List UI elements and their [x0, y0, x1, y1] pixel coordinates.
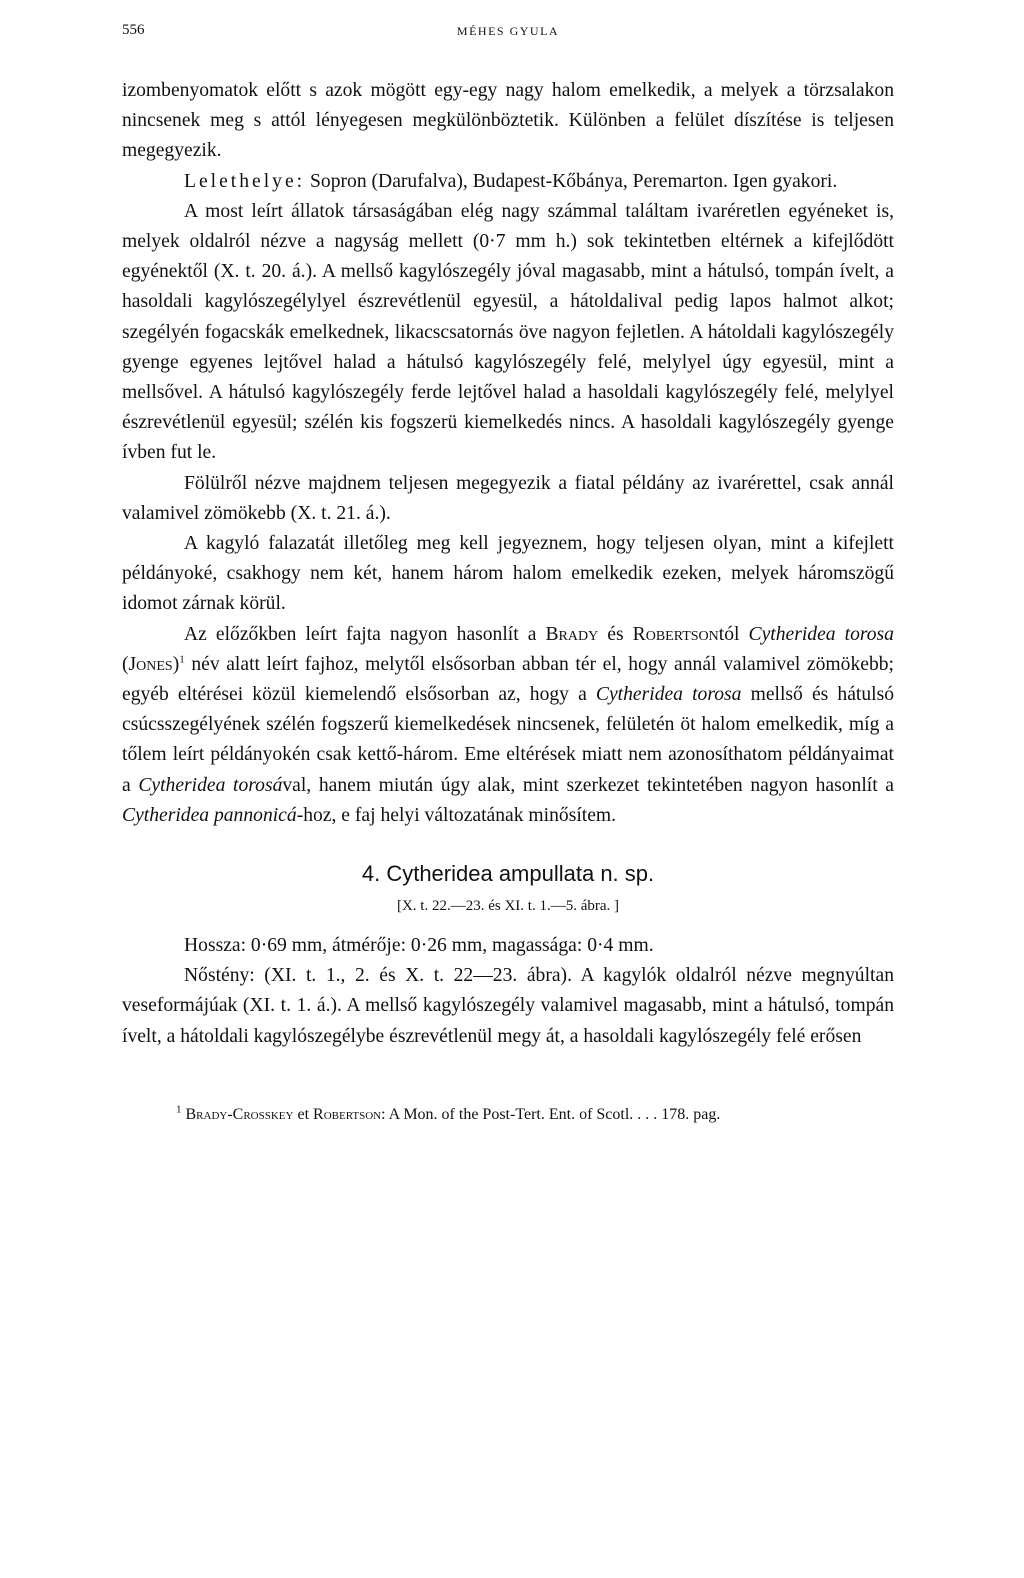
footnote-authors: Brady-Crosskey	[185, 1105, 294, 1123]
text-run: és	[598, 623, 633, 645]
species-name: Cytheridea torosa	[748, 623, 894, 645]
text-run: val, hanem miután úgy alak, mint szerkezet tekintetében nagyon hasonlít a	[282, 774, 894, 796]
author-jones: Jones	[128, 653, 173, 675]
text-run: (	[122, 653, 129, 675]
section-heading: 4. Cytheridea ampullata n. sp.	[361, 861, 655, 887]
text-run: mellső és hátulsó csúcsszegélyének szélén fogszerű kiemelkedések nincsenek, felületén öt halom emelkedik, míg a tőlem leírt példányokén csak kettő-három. Eme eltérések miatt nem azonosíthatom példányaimat a	[122, 684, 894, 796]
paragraph-shell-wall: A kagyló falazatát illetőleg meg kell jegyeznem, hogy teljesen olyan, mint a kifejlett példányoké, csakhogy nem két, hanem három halom emelkedik ezeken, melyek háromszögű idomot zárnak körül.	[122, 533, 894, 615]
paragraph-dorsal-view: Fölülről nézve majdnem teljesen megegyezik a fiatal példány az ivarérettel, csak annál valamivel zömökebb (X. t. 21. á.).	[122, 472, 894, 524]
paragraph-measurements: Hossza: 0·69 mm, átmérője: 0·26 mm, magassága: 0·4 mm.	[184, 935, 654, 957]
paragraph-locality	[122, 167, 894, 197]
footnote-mark: 1	[176, 1103, 182, 1116]
paragraph-juveniles: A most leírt állatok társaságában elég nagy számmal találtam ivaréretlen egyéneket is, melyek oldalról nézve a nagyság mellett (0·7 mm h.) sok tekintetben eltérnek a kifejlődött egyénektől (X. t. 20. á.). A mellső kagylószegély jóval magasabb, mint a hátulsó, tompán ívelt, a hasoldali kagylószegélylyel észrevétlenül egyesül, a hátoldalival pedig lapos halmot alkot; szegélyén fogacskák emelkednek, likacscsatornás öve nagyon fejletlen. A hátoldali kagylószegély gyenge egyenes lejtővel halad a hátulsó kagylószegély felé, melylyel úgy egyesül, mint a mellsővel. A hátulsó kagylószegély ferde lejtővel halad a hasoldali kagylószegély felé, melylyel észrevétlenül egyesül; szélén kis fogszerü kiemelkedés nincs. A hasoldali kagylószegély gyenge ívben fut le.	[122, 200, 894, 464]
plate-reference: [X. t. 22.—23. és XI. t. 1.—5. ábra. ]	[396, 898, 620, 915]
footnote	[122, 1104, 894, 1126]
page	[122, 20, 894, 1126]
text-run: )	[172, 653, 180, 675]
text-run: et	[293, 1105, 314, 1123]
locality-text: Sopron (Darufalva), Budapest-Kőbánya, Peremarton. Igen gyakori.	[305, 170, 838, 192]
species-name: Cytheridea torosá	[138, 774, 283, 796]
species-name: Cytheridea torosa	[595, 684, 742, 706]
page-number: 556	[122, 22, 145, 38]
footnote-mark: 1	[179, 653, 185, 666]
text-run: Az előzőkben leírt fajta nagyon hasonlít a	[184, 623, 546, 645]
text-run: -hoz, e faj helyi változatának minősítem.	[296, 804, 617, 826]
author-brady: Brady	[545, 623, 599, 645]
paragraph-female: Nőstény: (XI. t. 1., 2. és X. t. 22—23. ábra). A kagylók oldalról nézve megnyúltan veseformájúak (XI. t. 1. á.). A mellső kagylószegély valamivel magasabb, mint a hátulsó, tompán ívelt, a hátoldali kagylószegélybe észrevétlenül megy át, a hasoldali kagylószegély felé erősen	[122, 965, 894, 1047]
text-run: tól	[718, 623, 749, 645]
paragraph-comparison	[122, 620, 894, 831]
species-name: Cytheridea pannonicá	[122, 804, 297, 826]
footnote-text	[122, 1104, 894, 1126]
text-run: név alatt leírt fajhoz, melytől elsősorban abban tér el, hogy annál valamivel zömökebb; egyéb eltérései közül kiemelendő elsősorban az, hogy a	[122, 653, 894, 706]
running-title: MÉHES GYULA	[456, 24, 560, 38]
locality-label: Lelethelye:	[184, 170, 306, 192]
author-robertson: Robertson	[632, 623, 719, 645]
footnote-author2: Robertson	[313, 1105, 382, 1123]
footnote-reference: : A Mon. of the Post-Tert. Ent. of Scotl. . . . 178. pag.	[381, 1105, 721, 1123]
paragraph-continuation: izombenyomatok előtt s azok mögött egy-egy nagy halom emelkedik, a melyek a törzsalakon nincsenek meg s attól lényegesen megkülönböztetik. Különben a felület díszítése is teljesen megegyezik.	[122, 80, 894, 162]
running-head	[122, 20, 894, 44]
body-text	[122, 76, 894, 1052]
